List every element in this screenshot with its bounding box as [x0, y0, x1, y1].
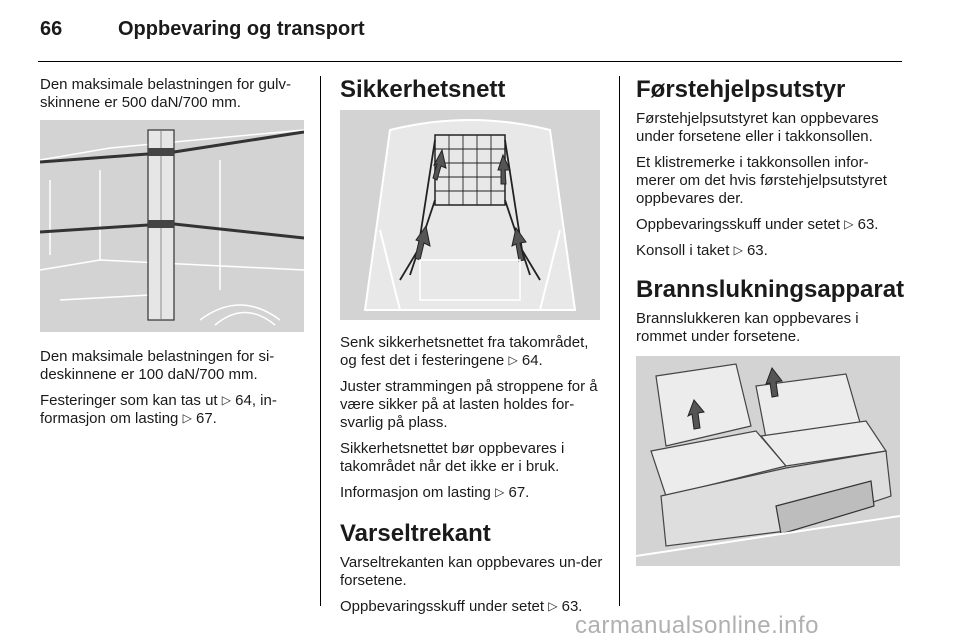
arrow-ref-icon: ▷ [508, 353, 518, 367]
store-net-text: Sikkerhetsnettet bør oppbevares i takområdet når det ikke er i bruk. [340, 440, 565, 475]
loading-info-text: Informasjon om lasting ▷ 67. [340, 484, 530, 501]
column-3 [636, 76, 904, 566]
side-rail-load-text: Den maksimale belastningen for si-deskinnene er 100 daN/700 mm. [40, 348, 275, 383]
floor-rail-load-text: Den maksimale belastningen for gulv-skinnene er 500 daN/700 mm. [40, 76, 291, 111]
arrow-ref-icon: ▷ [182, 411, 192, 425]
safety-net-illustration [340, 110, 600, 320]
column-2 [340, 76, 606, 624]
storage-drawer-text: Oppbevaringsskuff under setet ▷ 63. [340, 598, 583, 615]
arrow-ref-icon: ▷ [495, 485, 505, 499]
warning-triangle-heading: Varseltrekant [340, 520, 491, 547]
header-rule [38, 61, 902, 62]
arrow-ref-icon: ▷ [733, 243, 743, 257]
first-aid-drawer-text: Oppbevaringsskuff under setet ▷ 63. [636, 216, 879, 233]
first-aid-storage-text: Førstehjelpsutstyret kan oppbevares under forsetene eller i takkonsollen. [636, 110, 879, 145]
arrow-ref-icon: ▷ [548, 599, 558, 613]
column-divider-1 [320, 76, 321, 606]
cargo-rail-illustration [40, 120, 304, 332]
page-number: 66 [40, 18, 63, 40]
watermark: carmanualsonline.info [575, 612, 819, 639]
column-divider-2 [619, 76, 620, 606]
column-1 [40, 76, 306, 436]
roof-console-text: Konsoll i taket ▷ 63. [636, 242, 768, 259]
removable-rings-text: Festeringer som kan tas ut ▷ 64, in-formasjon om lasting ▷ 67. [40, 392, 277, 427]
seat-storage-illustration [636, 356, 900, 566]
fire-extinguisher-text: Brannslukkeren kan oppbevares i rommet under forsetene. [636, 310, 859, 345]
fire-extinguisher-heading: Brannslukningsapparat [636, 276, 905, 303]
adjust-straps-text: Juster strammingen på stroppene for å være sikker på at lasten holdes for-svarlig på plass. [340, 378, 598, 431]
first-aid-heading: Førstehjelpsutstyr [636, 76, 846, 103]
warning-triangle-text: Varseltrekanten kan oppbevares un-der forsetene. [340, 554, 603, 589]
arrow-ref-icon: ▷ [844, 217, 854, 231]
first-aid-sticker-text: Et klistremerke i takkonsollen infor-merer om det hvis førstehjelpsutstyret oppbevares der. [636, 154, 887, 207]
page-title: Oppbevaring og transport [118, 18, 365, 40]
lower-net-text: Senk sikkerhetsnettet fra takområdet, og fest det i festeringene ▷ 64. [340, 334, 589, 369]
arrow-ref-icon: ▷ [221, 393, 231, 407]
safety-net-heading: Sikkerhetsnett [340, 76, 506, 103]
